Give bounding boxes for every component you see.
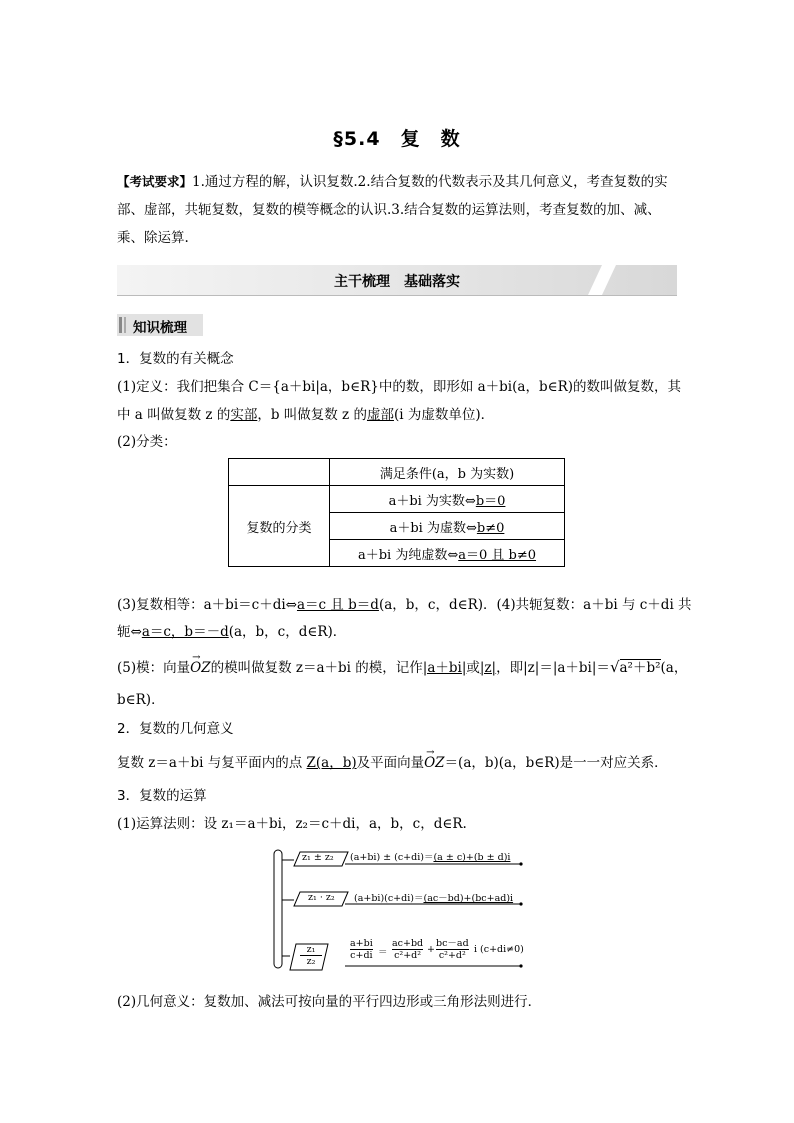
op-mul-formula: (a+bi)(c+di)＝(ac－bd)+(bc+ad)i: [354, 893, 514, 904]
s3-rule: (1)运算法则：设 z₁＝a＋bi，z₂＝c＋di，a，b，c，d∈R.: [117, 816, 467, 832]
s2-heading: 2．复数的几何意义: [117, 721, 234, 737]
s1-classification-label: (2)分类：: [117, 434, 177, 450]
page-title: §5.4 复 数: [333, 128, 461, 150]
vector-oz: OZ: [190, 660, 211, 676]
modulus-line1: (5)模：向量 → OZ的模叫做复数 z＝a＋bi 的模，记作|a＋bi|或|z|，即|z|＝|a＋bi|＝√a²＋b²(a，: [117, 652, 688, 676]
exam-requirements-line3: 乘、除运算.: [117, 230, 189, 246]
op-add-formula: (a+bi) ± (c+di)＝(a ± c)+(b ± d)i: [350, 852, 511, 863]
table-row-label: 复数的分类: [229, 486, 330, 567]
knowledge-tag: [117, 314, 203, 336]
equality-line1: (3)复数相等：a＋bi＝c＋di⇔a＝c 且 b＝d(a，b，c，d∈R)．(4)共轭复数：a＋bi 与 c＋di 共: [117, 597, 692, 613]
section-band-title: 主干梳理 基础落实: [334, 274, 460, 290]
table-row-pure-imag: a＋bi 为纯虚数⇔a＝0 且 b≠0: [330, 540, 565, 567]
op-div-lhs: a+bi c+di: [350, 938, 373, 961]
section-band: [117, 265, 677, 296]
op-div-label: z₁ z₂: [300, 944, 322, 967]
s1-heading: 1．复数的有关概念: [117, 351, 234, 367]
sqrt-icon: √: [609, 658, 620, 676]
op-div-tail: i (c+di≠0): [474, 944, 524, 955]
operations-diagram: z₁ ± z₂ (a+bi) ± (c+di)＝(a ± c)+(b ± d)i z₁ · z₂ (a+bi)(c+di)＝(ac－bd)+(bc+ad)i z₁ z₂ a+bi c+di ＝ ac+bd c²+d² + bc－ad c²+d² i (c+di≠0): [270, 846, 530, 976]
table-row-real: a＋bi 为实数⇔b＝0: [330, 486, 565, 513]
s1-def-line2: 中 a 叫做复数 z 的实部，b 叫做复数 z 的虚部(i 为虚数单位)．: [117, 407, 495, 423]
op-div-frac2: bc－ad c²+d²: [436, 938, 469, 961]
equality-line2: 轭⇔a＝c，b＝－d(a，b，c，d∈R)．: [117, 624, 347, 640]
op-add-label: z₁ ± z₂: [302, 852, 334, 863]
classification-table: [228, 458, 565, 567]
table-header: 满足条件(a，b 为实数): [330, 459, 565, 486]
op-div-frac1: ac+bd c²+d²: [392, 938, 424, 961]
imag-part-term: 虚部: [366, 407, 394, 423]
real-part-term: 实部: [230, 407, 258, 423]
knowledge-tag-label: 知识梳理: [133, 320, 187, 336]
s3-geometric-meaning: (2)几何意义：复数加、减法可按向量的平行四边形或三角形法则进行．: [117, 994, 542, 1010]
exam-requirements-line1: 【考试要求】1.通过方程的解，认识复数.2.结合复数的代数表示及其几何意义，考查复数的实: [117, 174, 668, 190]
s1-def-line1: (1)定义：我们把集合 C＝{a＋bi|a，b∈R}中的数，即形如 a＋bi(a，b∈R)的数叫做复数，其: [117, 379, 682, 395]
s3-heading: 3．复数的运算: [117, 788, 207, 804]
op-mul-label: z₁ · z₂: [308, 892, 335, 903]
exam-requirements-line2: 部、虚部，共轭复数，复数的模等概念的认识.3.结合复数的运算法则，考查复数的加、减、: [117, 202, 661, 218]
modulus-line2: b∈R)．: [117, 692, 165, 708]
s2-line: 复数 z＝a＋bi 与复平面内的点 Z(a，b)及平面向量 → OZ＝(a，b)(a，b∈R)是一一对应关系．: [117, 747, 668, 771]
table-row-imag: a＋bi 为虚数⇔b≠0: [330, 513, 565, 540]
exam-label: 【考试要求】: [117, 174, 193, 189]
sqrt-content: a²＋b²: [619, 660, 661, 676]
table-corner: [229, 459, 330, 486]
